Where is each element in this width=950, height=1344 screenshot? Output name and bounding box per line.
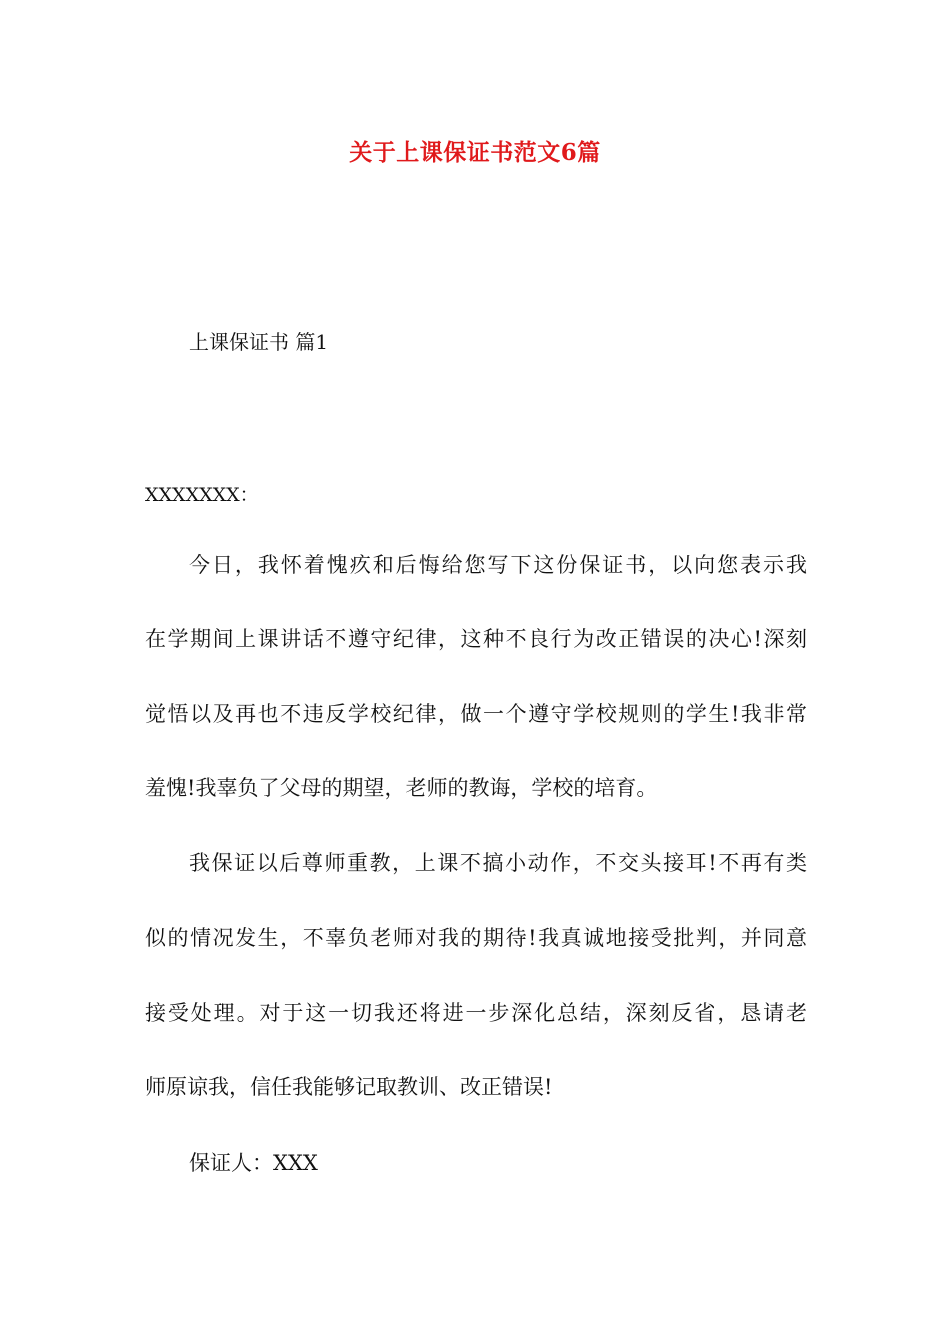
paragraph-1-line-2: 在学期间上课讲话不遵守纪律，这种不良行为改正错误的决心!深刻 [145, 627, 807, 651]
paragraph-2-line-2: 似的情况发生，不辜负老师对我的期待!我真诚地接受批判，并同意 [145, 926, 807, 950]
section-heading: 上课保证书 篇1 [189, 330, 329, 354]
paragraph-1-line-3: 觉悟以及再也不违反学校纪律，做一个遵守学校规则的学生!我非常 [145, 702, 807, 726]
salutation: XXXXXXX： [145, 484, 259, 506]
paragraph-2-line-3: 接受处理。对于这一切我还将进一步深化总结，深刻反省，恳请老 [145, 1001, 807, 1025]
signature-line: 保证人：XXX [189, 1151, 318, 1175]
paragraph-2-line-1: 我保证以后尊师重教，上课不搞小动作，不交头接耳!不再有类 [189, 851, 807, 875]
paragraph-2-line-4: 师原谅我，信任我能够记取教训、改正错误! [145, 1075, 553, 1099]
paragraph-1-line-1: 今日，我怀着愧疚和后悔给您写下这份保证书，以向您表示我 [189, 553, 807, 577]
document-title: 关于上课保证书范文6篇 [349, 139, 601, 166]
paragraph-1-line-4: 羞愧!我辜负了父母的期望，老师的教诲，学校的培育。 [145, 776, 658, 800]
